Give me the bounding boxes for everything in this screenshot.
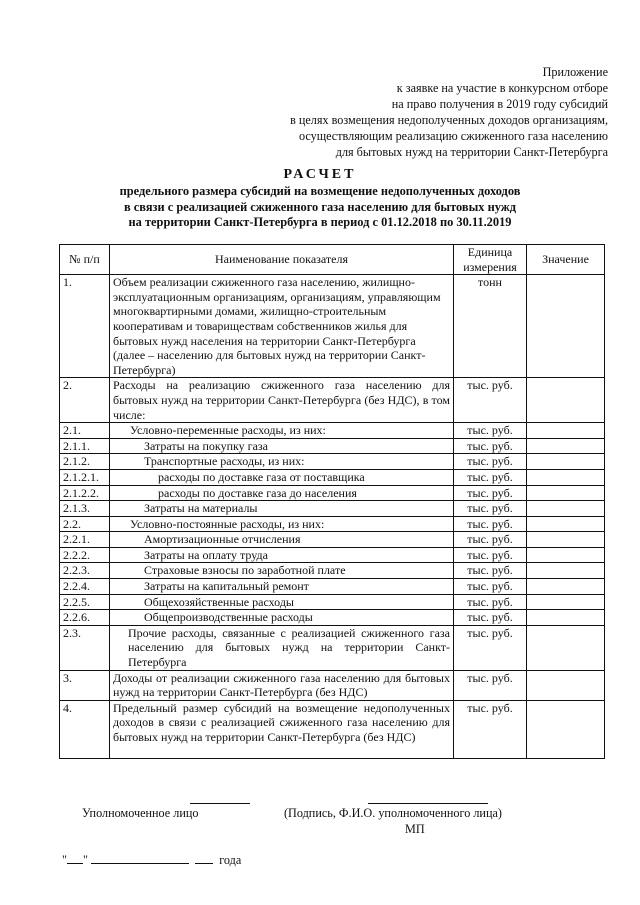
row-name: Транспортные расходы, из них: [110,454,454,470]
row-unit: тонн [454,275,527,378]
row-num: 2.1.3. [60,501,110,517]
row-name: Затраты на покупку газа [110,438,454,454]
row-num: 2. [60,378,110,423]
table-row [60,594,605,610]
table-row [60,563,605,579]
appendix-line: в целях возмещения недополученных доходов организациям, [290,113,608,127]
row-unit: тыс. руб. [454,485,527,501]
row-value-cell[interactable] [527,275,605,378]
table-row [60,670,605,700]
appendix-line: для бытовых нужд на территории Санкт-Петербурга [335,145,608,159]
row-unit: тыс. руб. [454,454,527,470]
row-value-cell[interactable] [527,700,605,758]
table-row [60,485,605,501]
calculation-table [59,244,605,759]
row-name: Амортизационные отчисления [110,532,454,548]
row-name: Условно-переменные расходы, из них: [110,423,454,439]
table-row [60,275,605,378]
row-value-cell[interactable] [527,594,605,610]
row-num: 2.2.4. [60,579,110,595]
appendix-line: на право получения в 2019 году субсидий [391,97,608,111]
table-row [60,532,605,548]
table-row [60,610,605,626]
row-value-cell[interactable] [527,579,605,595]
row-num: 2.1.2.1. [60,469,110,485]
header-name: Наименование показателя [110,245,454,275]
row-num: 2.2.3. [60,563,110,579]
authorized-person-label: Уполномоченное лицо [82,806,199,820]
date-year-suffix: года [219,853,242,867]
row-name: Доходы от реализации сжиженного газа населению для бытовых нужд на территории Санкт-Петербурга (без НДС) [110,670,454,700]
row-name: Предельный размер субсидий на возмещение недополученных доходов в связи с реализацией сжиженного газа населению для бытовых нужд на территории Санкт-Петербурга (без НДС) [110,700,454,758]
header-value: Значение [527,245,605,275]
row-unit: тыс. руб. [454,610,527,626]
stamp-place-label: МП [405,822,425,836]
row-unit: тыс. руб. [454,532,527,548]
title-line: предельного размера субсидий на возмещение недополученных доходов [119,184,521,198]
row-value-cell[interactable] [527,610,605,626]
row-value-cell[interactable] [527,454,605,470]
row-name: расходы по доставке газа до населения [110,485,454,501]
row-unit: тыс. руб. [454,625,527,670]
row-unit: тыс. руб. [454,594,527,610]
row-value-cell[interactable] [527,670,605,700]
signature-caption: (Подпись, Ф.И.О. уполномоченного лица) [284,806,502,820]
row-value-cell[interactable] [527,423,605,439]
row-unit: тыс. руб. [454,378,527,423]
row-num: 1. [60,275,110,378]
row-value-cell[interactable] [527,501,605,517]
row-name: Затраты на материалы [110,501,454,517]
signature-left-line [190,803,250,804]
table-row [60,579,605,595]
appendix-line: Приложение [542,65,608,79]
row-name: Общепроизводственные расходы [110,610,454,626]
table-row [60,438,605,454]
row-num: 3. [60,670,110,700]
row-num: 2.1.1. [60,438,110,454]
date-line [62,852,241,868]
table-row [60,547,605,563]
date-day-blank[interactable] [67,852,83,864]
date-year-blank[interactable] [195,852,213,864]
row-value-cell[interactable] [527,625,605,670]
row-name: Объем реализации сжиженного газа населению, жилищно-эксплуатационным организациям, организациям, управляющим многоквартирными домами, жилищно-строительным кооперативам и товариществам собственников жилья для бытовых нужд населения на территории Санкт-Петербурга (далее – населению для бытовых нужд на территории Санкт-Петербурга) [110,275,454,378]
table-row [60,423,605,439]
row-num: 2.2.2. [60,547,110,563]
row-value-cell[interactable] [527,516,605,532]
header-unit: Единица измерения [454,245,527,275]
row-name: Условно-постоянные расходы, из них: [110,516,454,532]
row-value-cell[interactable] [527,532,605,548]
title-line: на территории Санкт-Петербурга в период с 01.12.2018 по 30.11.2019 [128,215,512,229]
row-unit: тыс. руб. [454,547,527,563]
date-close-quote: " [82,853,88,867]
date-open-quote: " [62,853,67,867]
row-num: 2.1.2.2. [60,485,110,501]
row-num: 2.1.2. [60,454,110,470]
table-row [60,469,605,485]
row-value-cell[interactable] [527,438,605,454]
row-value-cell[interactable] [527,485,605,501]
title-heading: РАСЧЕТ [283,167,357,182]
row-name: Страховые взносы по заработной плате [110,563,454,579]
row-name: Затраты на капитальный ремонт [110,579,454,595]
row-num: 2.3. [60,625,110,670]
row-unit: тыс. руб. [454,670,527,700]
row-num: 2.1. [60,423,110,439]
signature-right-line [368,803,488,804]
header-num: № п/п [60,245,110,275]
row-name: Общехозяйственные расходы [110,594,454,610]
row-value-cell[interactable] [527,469,605,485]
row-name: расходы по доставке газа от поставщика [110,469,454,485]
row-num: 4. [60,700,110,758]
table-row [60,700,605,758]
row-unit: тыс. руб. [454,579,527,595]
table-row [60,625,605,670]
table-row [60,516,605,532]
row-value-cell[interactable] [527,378,605,423]
row-name: Прочие расходы, связанные с реализацией сжиженного газа населению для бытовых нужд на территории Санкт-Петербурга [110,625,454,670]
row-num: 2.2.5. [60,594,110,610]
row-unit: тыс. руб. [454,469,527,485]
row-value-cell[interactable] [527,563,605,579]
row-unit: тыс. руб. [454,516,527,532]
title-line: в связи с реализацией сжиженного газа населению для бытовых нужд [124,199,516,214]
row-num: 2.2.6. [60,610,110,626]
row-num: 2.2. [60,516,110,532]
appendix-line: к заявке на участие в конкурсном отборе [396,81,608,95]
appendix-block [290,64,608,160]
table-row [60,454,605,470]
row-unit: тыс. руб. [454,700,527,758]
row-value-cell[interactable] [527,547,605,563]
row-unit: тыс. руб. [454,423,527,439]
table-row [60,378,605,423]
document-title [0,166,640,231]
table-row [60,501,605,517]
appendix-line: осуществляющим реализацию сжиженного газа населению [298,129,608,143]
row-unit: тыс. руб. [454,438,527,454]
date-month-blank[interactable] [91,852,189,864]
row-name: Затраты на оплату труда [110,547,454,563]
table-header-row [60,245,605,275]
row-unit: тыс. руб. [454,563,527,579]
row-num: 2.2.1. [60,532,110,548]
row-name: Расходы на реализацию сжиженного газа населению для бытовых нужд на территории Санкт-Петербурга (без НДС), в том числе: [110,378,454,423]
row-unit: тыс. руб. [454,501,527,517]
